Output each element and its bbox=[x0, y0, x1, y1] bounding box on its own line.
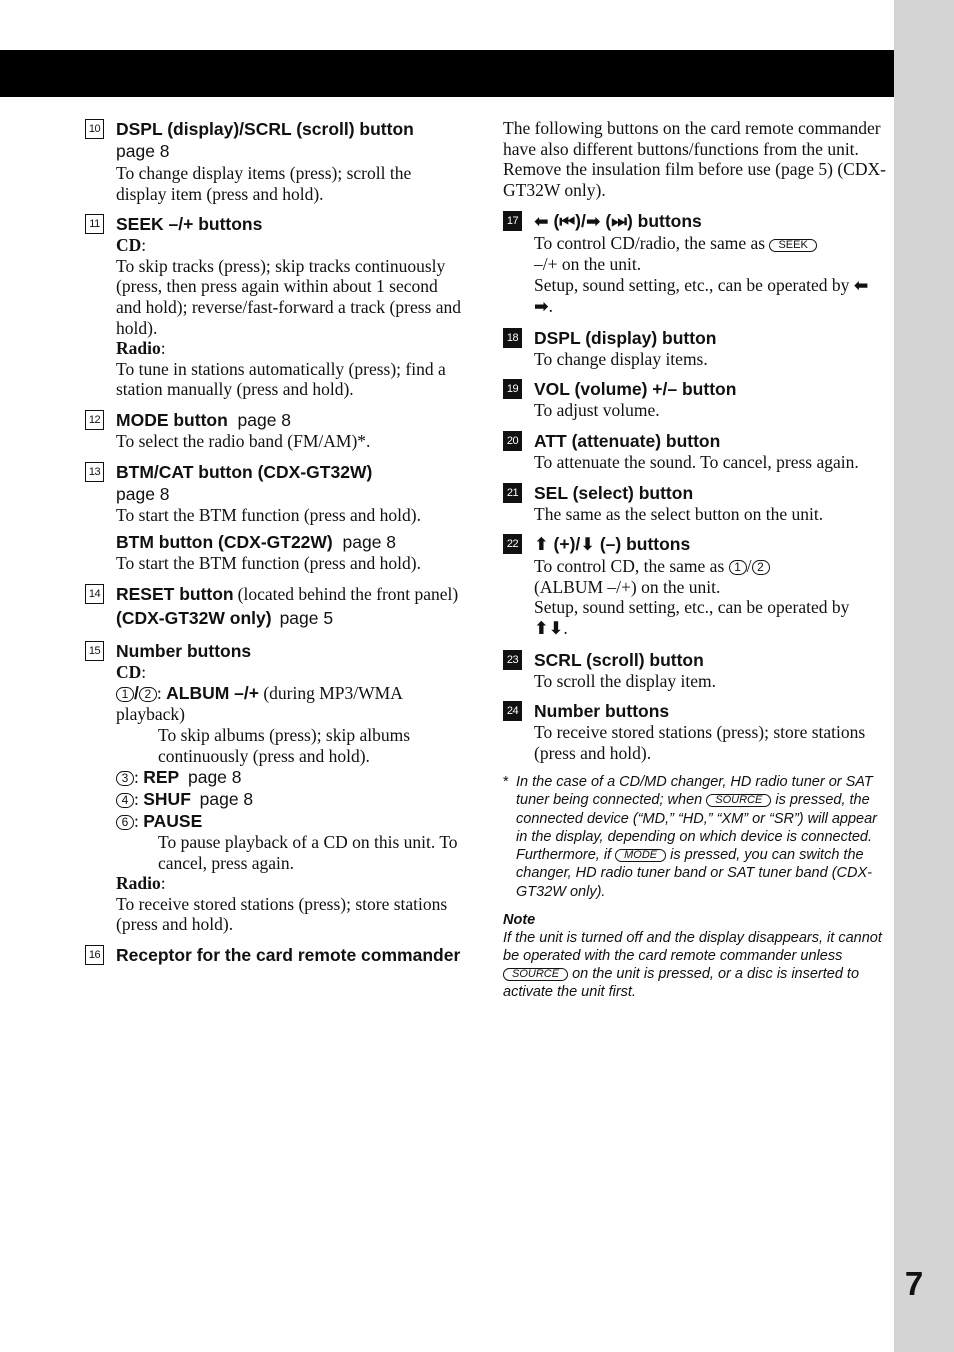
key-6-icon: 6 bbox=[116, 815, 134, 830]
item-title-part: ( bbox=[600, 211, 612, 232]
note bbox=[503, 929, 886, 1002]
item-number: 20 bbox=[503, 431, 522, 451]
page-reference: page 8 bbox=[116, 141, 170, 161]
item-16 bbox=[85, 944, 465, 966]
item-23 bbox=[503, 649, 886, 692]
page-reference: page 5 bbox=[279, 607, 334, 628]
arrow-left-icon: ⬅ bbox=[534, 212, 549, 233]
intro-text: The following buttons on the card remote commander have also different buttons/functions from the unit. Remove the insulation film before use (page 5) (CDX-GT32W only). bbox=[503, 118, 886, 200]
page-reference: page 8 bbox=[237, 409, 292, 430]
prev-track-icon: ⏮ bbox=[559, 212, 576, 233]
item-number: 11 bbox=[85, 214, 104, 234]
item-description: To attenuate the sound. To cancel, press again. bbox=[534, 451, 859, 472]
item-18 bbox=[503, 327, 886, 370]
radio-description: To tune in stations automatically (press); find a station manually (press and hold). bbox=[116, 358, 446, 400]
item-19 bbox=[503, 378, 886, 421]
item-22: 22 ⬆ (+)/⬇ (–) buttons To control CD, the same as 1 / 2 (ALBUM –/+) on the unit. Setup, sound setting, etc., can be operated by ⬆⬇. bbox=[503, 533, 886, 639]
footnote bbox=[503, 773, 886, 900]
key-2-icon: 2 bbox=[139, 687, 157, 702]
item-description: (ALBUM –/+) on the unit. bbox=[534, 576, 721, 597]
item-title: MODE button bbox=[116, 409, 228, 430]
item-number: 12 bbox=[85, 410, 104, 430]
item-number: 18 bbox=[503, 328, 522, 348]
pause-label: PAUSE bbox=[143, 811, 203, 832]
item-title-part: )/ bbox=[575, 211, 586, 232]
item-24 bbox=[503, 700, 886, 763]
seek-key-icon: SEEK bbox=[769, 239, 816, 252]
page-reference: page 8 bbox=[116, 483, 170, 504]
item-title: SEEK –/+ buttons bbox=[116, 214, 263, 235]
item-description: To select the radio band (FM/AM)*. bbox=[116, 430, 371, 451]
arrow-right-icon: ➡ bbox=[534, 297, 549, 318]
item-description: To adjust volume. bbox=[534, 400, 660, 421]
item-subtitle: BTM button (CDX-GT22W) bbox=[116, 532, 333, 553]
item-number: 13 bbox=[85, 462, 104, 482]
item-20 bbox=[503, 430, 886, 473]
item-12 bbox=[85, 409, 465, 452]
item-description: To change display items (press); scroll the display item (press and hold). bbox=[116, 163, 412, 204]
album-description: To skip albums (press); skip albums continuously (press and hold). bbox=[158, 724, 411, 766]
item-number: 19 bbox=[503, 379, 522, 399]
right-column bbox=[503, 118, 886, 1002]
key-2-icon: 2 bbox=[752, 560, 770, 575]
note-heading: Note bbox=[503, 911, 536, 928]
album-note: (during MP3/WMA playback) bbox=[116, 683, 402, 725]
item-title: SCRL (scroll) button bbox=[534, 649, 704, 670]
key-4-icon: 4 bbox=[116, 793, 134, 808]
header-bar bbox=[0, 50, 894, 97]
radio-description: To receive stored stations (press); store stations (press and hold). bbox=[116, 893, 448, 935]
cd-label: CD bbox=[116, 661, 142, 682]
footnote-text: is pressed, you can switch the changer, HD radio tuner band or SAT tuner band (CDX-GT32W only). bbox=[516, 847, 872, 900]
item-title: ATT (attenuate) button bbox=[534, 430, 721, 451]
arrow-up-icon: ⬆ bbox=[534, 618, 549, 639]
item-title: Number buttons bbox=[534, 701, 670, 722]
item-title-part: (–) buttons bbox=[594, 534, 691, 555]
item-title-part: ( bbox=[553, 211, 560, 232]
album-label: ALBUM –/+ bbox=[166, 683, 259, 704]
item-number: 14 bbox=[85, 584, 104, 604]
key-1-icon: 1 bbox=[116, 687, 134, 702]
arrow-left-icon: ⬅ bbox=[853, 275, 869, 296]
page-reference: page 8 bbox=[342, 532, 397, 553]
pause-description: To pause playback of a CD on this unit. To cancel, press again. bbox=[158, 832, 458, 873]
item-title-part: ) buttons bbox=[626, 211, 702, 232]
item-description: To receive stored stations (press); store stations (press and hold). bbox=[534, 722, 866, 763]
item-description: Setup, sound setting, etc., can be operated by bbox=[534, 274, 850, 295]
item-title: Receptor for the card remote commander bbox=[116, 945, 461, 966]
item-number: 24 bbox=[503, 701, 522, 721]
item-17: 17 ⬅ (⏮)/➡ (⏭) buttons To control CD/radio, the same as SEEK –/+ on the unit. Setup, sound setting, etc., can be operated by ⬅ ➡. bbox=[503, 210, 886, 317]
item-21 bbox=[503, 482, 886, 525]
item-number: 21 bbox=[503, 483, 522, 503]
item-description: Setup, sound setting, etc., can be operated by bbox=[534, 597, 850, 618]
item-title-part: (+)/ bbox=[548, 534, 581, 555]
radio-label: Radio bbox=[116, 338, 161, 359]
key-3-icon: 3 bbox=[116, 771, 134, 786]
item-description: To control CD/radio, the same as bbox=[534, 233, 766, 254]
shuf-label: SHUF bbox=[143, 789, 191, 810]
item-15: 15 Number buttons CD: 1 / 2 : ALBUM –/+ (during MP3/WMA playback) To skip albums (press); skip albums continuously (press and hold). 3 : REP page 8 4 : SHUF page 8 6 : PAUSE To pause playback of a CD on this unit. To cancel, press again. Radio: To receive stored stations (press); store stations (press and hold). bbox=[85, 640, 465, 935]
item-description: –/+ on the unit. bbox=[534, 253, 642, 274]
footnote-marker: * bbox=[503, 774, 509, 791]
next-track-icon: ⏭ bbox=[611, 212, 627, 233]
item-description: To change display items. bbox=[534, 348, 708, 369]
mode-key-icon: MODE bbox=[615, 849, 666, 862]
source-key-icon: SOURCE bbox=[706, 794, 771, 807]
left-column bbox=[85, 118, 465, 966]
source-key-icon: SOURCE bbox=[503, 968, 568, 981]
item-number: 15 bbox=[85, 641, 104, 661]
item-title: VOL (volume) +/– button bbox=[534, 379, 737, 400]
item-description: To control CD, the same as bbox=[534, 556, 725, 577]
page-number: 7 bbox=[904, 1265, 924, 1302]
cd-label: CD bbox=[116, 235, 142, 256]
rep-label: REP bbox=[143, 767, 180, 788]
arrow-down-icon: ⬇ bbox=[580, 535, 595, 556]
arrow-up-icon: ⬆ bbox=[534, 535, 549, 556]
item-description: To start the BTM function (press and hold). bbox=[116, 553, 421, 574]
note-text: If the unit is turned off and the display disappears, it cannot be operated with the card remote commander unless bbox=[503, 929, 882, 964]
page-reference: page 8 bbox=[199, 789, 254, 810]
model-note: (CDX-GT32W only) bbox=[116, 607, 272, 628]
item-description: (located behind the front panel) bbox=[237, 583, 459, 604]
item-number: 10 bbox=[85, 119, 104, 139]
arrow-right-icon: ➡ bbox=[585, 212, 601, 233]
radio-label: Radio bbox=[116, 873, 161, 894]
footnote-text: In the case of a CD/MD changer, HD radio tuner or SAT tuner being connected; when bbox=[516, 774, 873, 809]
page-side-tab bbox=[894, 0, 954, 1352]
item-number: 22 bbox=[503, 534, 522, 554]
item-number: 23 bbox=[503, 650, 522, 670]
item-13 bbox=[85, 461, 465, 574]
item-title: DSPL (display)/SCRL (scroll) button bbox=[116, 119, 414, 139]
item-description: The same as the select button on the unit. bbox=[534, 503, 824, 524]
item-description: To start the BTM function (press and hold). bbox=[116, 504, 421, 525]
item-title: SEL (select) button bbox=[534, 482, 694, 503]
item-title: DSPL (display) button bbox=[534, 327, 717, 348]
item-number: 16 bbox=[85, 945, 104, 965]
item-title: Number buttons bbox=[116, 640, 252, 661]
item-10 bbox=[85, 118, 465, 204]
arrow-down-icon: ⬇ bbox=[548, 618, 564, 639]
key-1-icon: 1 bbox=[729, 560, 747, 575]
item-14 bbox=[85, 583, 465, 631]
footnote-text: is pressed, the connected device (“MD,” “HD,” “XM” or “SR”) will appear in the display, depending on which device is connected. Furthermore, if bbox=[516, 792, 877, 864]
item-title: RESET button bbox=[116, 583, 234, 604]
item-description: To scroll the display item. bbox=[534, 670, 717, 691]
item-title: BTM/CAT button (CDX-GT32W) bbox=[116, 461, 373, 482]
page-reference: page 8 bbox=[187, 767, 242, 788]
note-text: on the unit is pressed, or a disc is inserted to activate the unit first. bbox=[503, 966, 860, 1001]
item-11: 11 SEEK –/+ buttons CD: To skip tracks (press); skip tracks continuously (press, then press again within about 1 second and hold); reverse/fast-forward a track (press and hold). Radio: To tune in stations automatically (press); find a station manually (press and hold). bbox=[85, 213, 465, 400]
item-number: 17 bbox=[503, 211, 522, 231]
cd-description: To skip tracks (press); skip tracks continuously (press, then press again within about 1 second and hold); reverse/fast-forward a track (press and hold). bbox=[116, 255, 461, 338]
